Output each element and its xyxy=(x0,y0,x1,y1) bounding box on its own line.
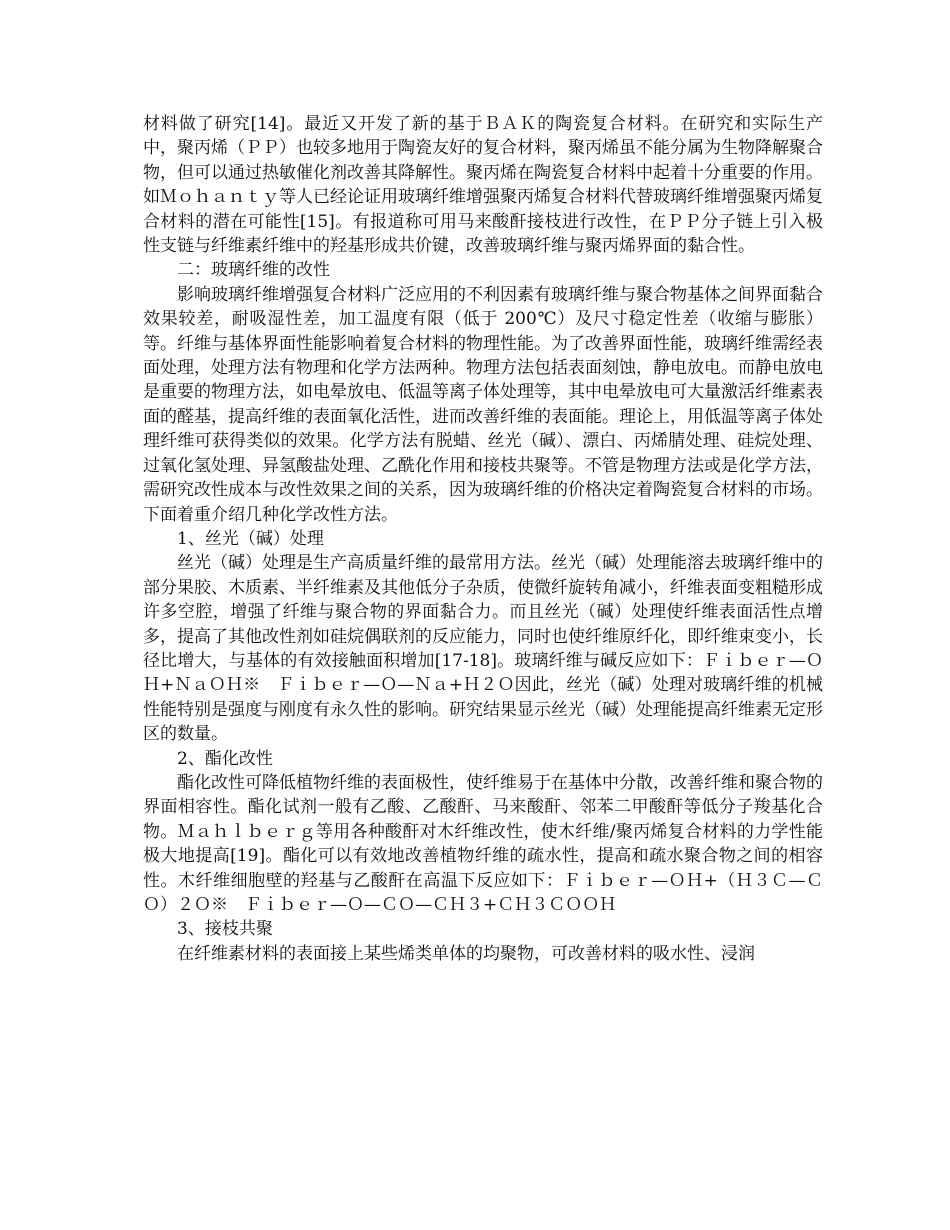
subheading-esterification: 2、酯化改性 xyxy=(177,748,273,769)
paragraph-intro: 材料做了研究[14]。最近又开发了新的基于ＢＡＫ的陶瓷复合材料。在研究和实际生产中，聚丙烯（ＰＰ）也较多地用于陶瓷友好的复合材料，聚丙烯虽不能分属为生物降解聚合物，但可以通过热敏催化剂改善其降解性。聚丙烯在陶瓷复合材料中起着十分重要的作用。如Ｍｏｈａｎｔｙ等人已经论证用玻璃纤维增强聚丙烯复合材料代替玻璃纤维增强聚丙烯复合材料的潜在可能性[15]。有报道称可用马来酸酐接枝进行改性，在ＰＰ分子链上引入极性支链与纤维素纤维中的羟基形成共价键，改善玻璃纤维与聚丙烯界面的黏合性。 xyxy=(143,114,823,257)
document-page xyxy=(143,112,823,966)
paragraph-modification-overview: 影响玻璃纤维增强复合材料广泛应用的不利因素有玻璃纤维与聚合物基体之间界面黏合效果较差，耐吸湿性差，加工温度有限（低于 200℃）及尺寸稳定性差（收缩与膨胀）等。纤维与基体界面性能影响着复合材料的物理性能。为了改善界面性能，玻璃纤维需经表面处理，处理方法有物理和化学方法两种。物理方法包括表面刻蚀，静电放电。而静电放电是重要的物理方法，如电晕放电、低温等离子体处理等，其中电晕放电可大量激活纤维素表面的醛基，提高纤维的表面氧化活性，进而改善纤维的表面能。理论上，用低温等离子体处理纤维可获得类似的效果。化学方法有脱蜡、丝光（碱）、漂白、丙烯腈处理、硅烷处理、过氧化氢处理、异氢酸盐处理、乙酰化作用和接枝共聚等。不管是物理方法或是化学方法，需研究改性成本与改性效果之间的关系，因为玻璃纤维的价格决定着陶瓷复合材料的市场。下面着重介绍几种化学改性方法。 xyxy=(143,284,823,525)
paragraph-mercerization: 丝光（碱）处理是生产高质量纤维的最常用方法。丝光（碱）处理能溶去玻璃纤维中的部分果胶、木质素、半纤维素及其他低分子杂质，使微纤旋转角减小，纤维表面变粗糙形成许多空腔，增强了纤维与聚合物的界面黏合力。而且丝光（碱）处理使纤维表面活性点增多，提高了其他改性剂如硅烷偶联剂的反应能力，同时也使纤维原纤化，即纤维束变小，长径比增大，与基体的有效接触面积增加[17-18]。玻璃纤维与碱反应如下：Ｆｉｂｅｒ—ＯＨ+ＮａＯＨ※ Ｆｉｂｅｒ—Ｏ—Ｎａ+Ｈ２Ｏ因此，丝光（碱）处理对玻璃纤维的机械性能特别是强度与刚度有永久性的影响。研究结果显示丝光（碱）处理能提高纤维素无定形区的数量。 xyxy=(143,553,823,745)
paragraph-esterification: 酯化改性可降低植物纤维的表面极性，使纤维易于在基体中分散，改善纤维和聚合物的界面相容性。酯化试剂一般有乙酸、乙酸酐、马来酸酐、邻苯二甲酸酐等低分子羧基化合物。Ｍａｈｌｂｅｒｇ等用各种酸酐对木纤维改性，使木纤维/聚丙烯复合材料的力学性能极大地提高[19]。酯化可以有效地改善植物纤维的疏水性，提高和疏水聚合物之间的相容性。木纤维细胞壁的羟基与乙酸酐在高温下反应如下：Ｆｉｂｅｒ—ＯＨ+（Ｈ３Ｃ—ＣＯ）２Ｏ※ Ｆｉｂｅｒ—Ｏ—ＣＯ—ＣＨ３+ＣＨ３ＣＯＯＨ xyxy=(143,772,823,915)
subheading-graft-copolymerization: 3、接枝共聚 xyxy=(177,919,273,940)
subheading-mercerization: 1、丝光（碱）处理 xyxy=(177,528,324,549)
section-heading-glass-fiber-modification: 二：玻璃纤维的改性 xyxy=(177,260,330,281)
paragraph-graft-copolymerization: 在纤维素材料的表面接上某些烯类单体的均聚物，可改善材料的吸水性、浸润 xyxy=(177,943,755,964)
